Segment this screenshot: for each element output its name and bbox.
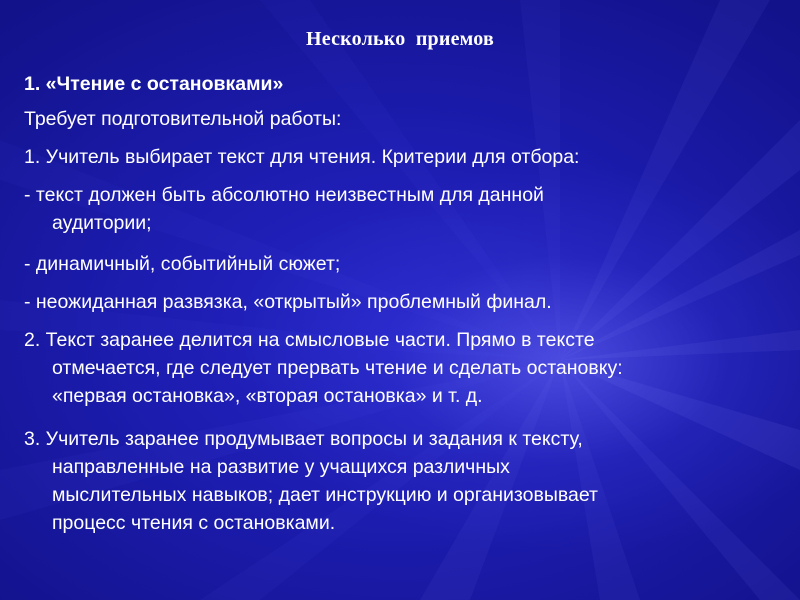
paragraph-line: 2. Текст заранее делится на смысловые части. Прямо в тексте bbox=[24, 329, 595, 351]
questions-paragraph bbox=[24, 425, 784, 537]
method-heading: 1. «Чтение с остановками» bbox=[24, 73, 284, 95]
preparation-subheading bbox=[24, 105, 784, 133]
paragraph-line: направленные на развитие у учащихся различных bbox=[52, 456, 510, 478]
paragraph-line: «первая остановка», «вторая остановка» и т. д. bbox=[52, 385, 483, 407]
slide-title: Несколько приемов bbox=[306, 28, 494, 50]
criterion-unexpected-ending bbox=[24, 288, 784, 316]
preparation-subheading-text: Требует подготовительной работы: bbox=[24, 108, 342, 130]
paragraph-line: - текст должен быть абсолютно неизвестным для данной bbox=[24, 184, 544, 206]
paragraph-line: аудитории; bbox=[52, 212, 152, 234]
paragraph-line: - динамичный, событийный сюжет; bbox=[24, 253, 341, 275]
paragraph-line: процесс чтения с остановками. bbox=[52, 512, 336, 534]
paragraph-line: 3. Учитель заранее продумывает вопросы и задания к тексту, bbox=[24, 428, 583, 450]
paragraph-line: - неожиданная развязка, «открытый» проблемный финал. bbox=[24, 291, 552, 313]
text-division-paragraph bbox=[24, 326, 784, 410]
paragraph-line: 1. Учитель выбирает текст для чтения. Критерии для отбора: bbox=[24, 146, 580, 168]
criterion-dynamic-plot bbox=[24, 250, 784, 278]
paragraph-line: отмечается, где следует прервать чтение и сделать остановку: bbox=[52, 357, 623, 379]
paragraph-line: мыслительных навыков; дает инструкцию и организовывает bbox=[52, 484, 598, 506]
criterion-unknown-text bbox=[24, 181, 784, 237]
criteria-paragraph bbox=[24, 143, 784, 171]
